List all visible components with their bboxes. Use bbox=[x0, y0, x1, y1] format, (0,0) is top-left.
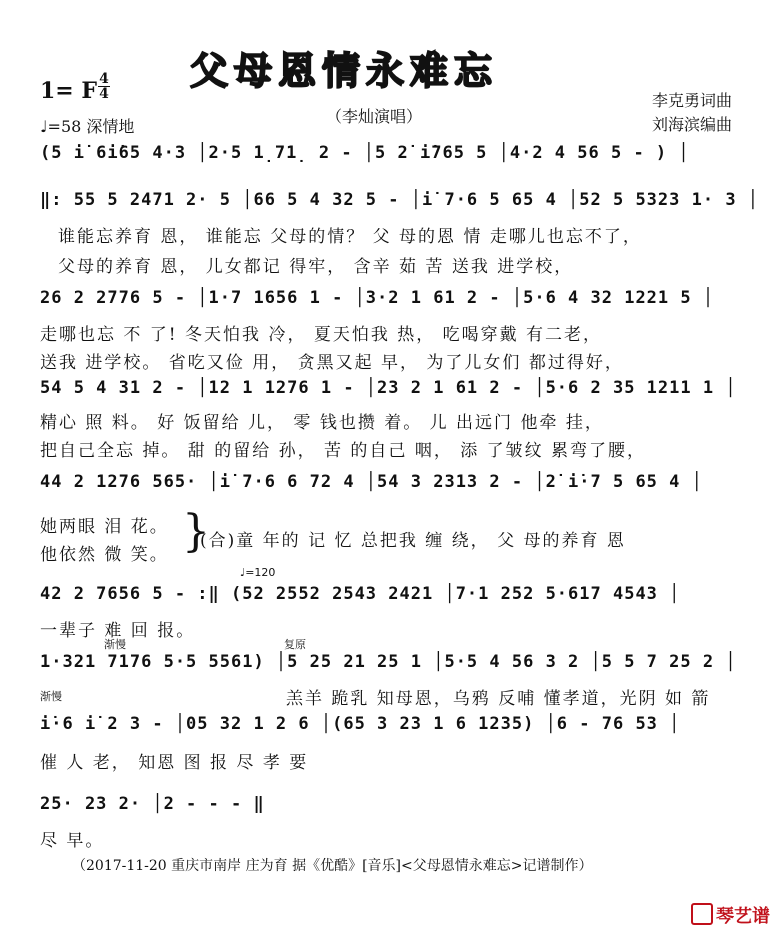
lyric-row-7: 羔羊 跪乳 知母恩，乌鸦 反哺 懂孝道，光阴 如 箭 bbox=[286, 689, 711, 709]
notation-row-1: (5 i̇ 6i̇65 4·3 │2·5 1̣71̣ 2 - │5 2̇ i̇765 5 │4·2 4 56 5 - ) │ bbox=[40, 143, 690, 163]
lyric-row-2-verse-2: 父母的养育 恩， 儿女都记 得牢， 含辛 茹 苦 送我 进学校， bbox=[58, 257, 574, 277]
singer-credit: （李灿演唱） bbox=[326, 107, 423, 126]
time-sig-bottom: 4 bbox=[99, 86, 109, 102]
lyric-row-8: 催 人 老， 知恩 图 报 尽 孝 要 bbox=[40, 753, 309, 773]
lyric-row-3-verse-2: 送我 进学校。 省吃又俭 用， 贪黑又起 早， 为了儿女们 都过得好， bbox=[40, 353, 624, 373]
tempo-change-marking: ♩=120 bbox=[240, 566, 276, 579]
time-sig-top: 4 bbox=[99, 71, 109, 87]
notation-row-4: 54 5 4 31 2 - │12 1 1276 1 - │23 2 1 61 2 - │5·6 2 35 1211 1 │ bbox=[40, 378, 737, 398]
arranger-credit: 刘海滨编曲 bbox=[652, 115, 733, 134]
a-tempo-marking: 复原 bbox=[284, 638, 306, 651]
lyric-row-4-verse-1: 精心 照 料。 好 饭留给 儿， 零 钱也攒 着。 儿 出远门 他牵 挂， bbox=[40, 413, 604, 433]
logo-mark-icon bbox=[691, 903, 713, 925]
ritardando-marking-2: 渐慢 bbox=[40, 690, 62, 703]
lyric-row-2-verse-1: 谁能忘养育 恩， 谁能忘 父母的情？ 父 母的恩 情 走哪儿也忘不了， bbox=[58, 227, 642, 247]
lyric-row-6: 一辈子 难 回 报。 bbox=[40, 621, 196, 641]
lyric-row-3-verse-1: 走哪也忘 不 了! 冬天怕我 冷， 夏天怕我 热， 吃喝穿戴 有二老， bbox=[40, 325, 603, 345]
tempo-marking: ♩=58 深情地 bbox=[40, 117, 135, 136]
lyric-row-5-verse-1: 她两眼 泪 花。 bbox=[40, 517, 169, 537]
key-signature: 1= F bbox=[40, 78, 98, 104]
ritardando-marking-1: 渐慢 bbox=[104, 638, 126, 651]
verse-brace: } bbox=[182, 506, 210, 557]
notation-row-5: 44 2 1276 565· │i̇ 7·6 6 72 4 │54 3 2313 2 - │2̇ i̇·7 5 65 4 │ bbox=[40, 472, 703, 492]
logo-text: 琴艺谱 bbox=[716, 906, 770, 927]
notation-row-9: 25· 23 2· │2 - - - ‖ bbox=[40, 794, 265, 814]
notation-row-7: 1·321 7176 5·5 5561) │5 25 21 25 1 │5·5 4 56 3 2 │5 5 7 25 2 │ bbox=[40, 652, 737, 672]
lyric-row-5-verse-2: 他依然 微 笑。 bbox=[40, 545, 169, 565]
chorus-lyric: (合)童 年的 记 忆 总把我 缠 绕， 父 母的养育 恩 bbox=[200, 531, 626, 551]
time-signature bbox=[98, 72, 110, 101]
notation-row-8: i̇·6 i̇ 2 3 - │05 32 1 2 6 │(65 3 23 1 6 1235) │6 - 76 53 │ bbox=[40, 714, 681, 734]
transcription-note: （2017-11-20 重庆市南岸 庄为育 据《优酷》[音乐]<父母恩情永难忘>记谱制作） bbox=[72, 858, 593, 874]
notation-row-3: 26 2 2776 5 - │1·7 1656 1 - │3·2 1 61 2 - │5·6 4 32 1221 5 │ bbox=[40, 288, 715, 308]
notation-row-2: ‖: 55 5 2471 2· 5 │66 5 4 32 5 - │i̇ 7·6 5 65 4 │52 5 5323 1· 3 │ bbox=[40, 190, 760, 210]
lyricist-credit: 李克勇词曲 bbox=[652, 91, 733, 110]
site-logo bbox=[691, 902, 770, 928]
lyric-row-9: 尽 早。 bbox=[40, 831, 105, 851]
song-title: 父母恩情永难忘 bbox=[190, 49, 499, 93]
notation-row-6: 42 2 7656 5 - :‖ (52 2552 2543 2421 │7·1 252 5·617 4543 │ bbox=[40, 584, 681, 604]
lyric-row-4-verse-2: 把自己全忘 掉。 甜 的留给 孙， 苦 的自己 咽， 添 了皱纹 累弯了腰， bbox=[40, 441, 647, 461]
